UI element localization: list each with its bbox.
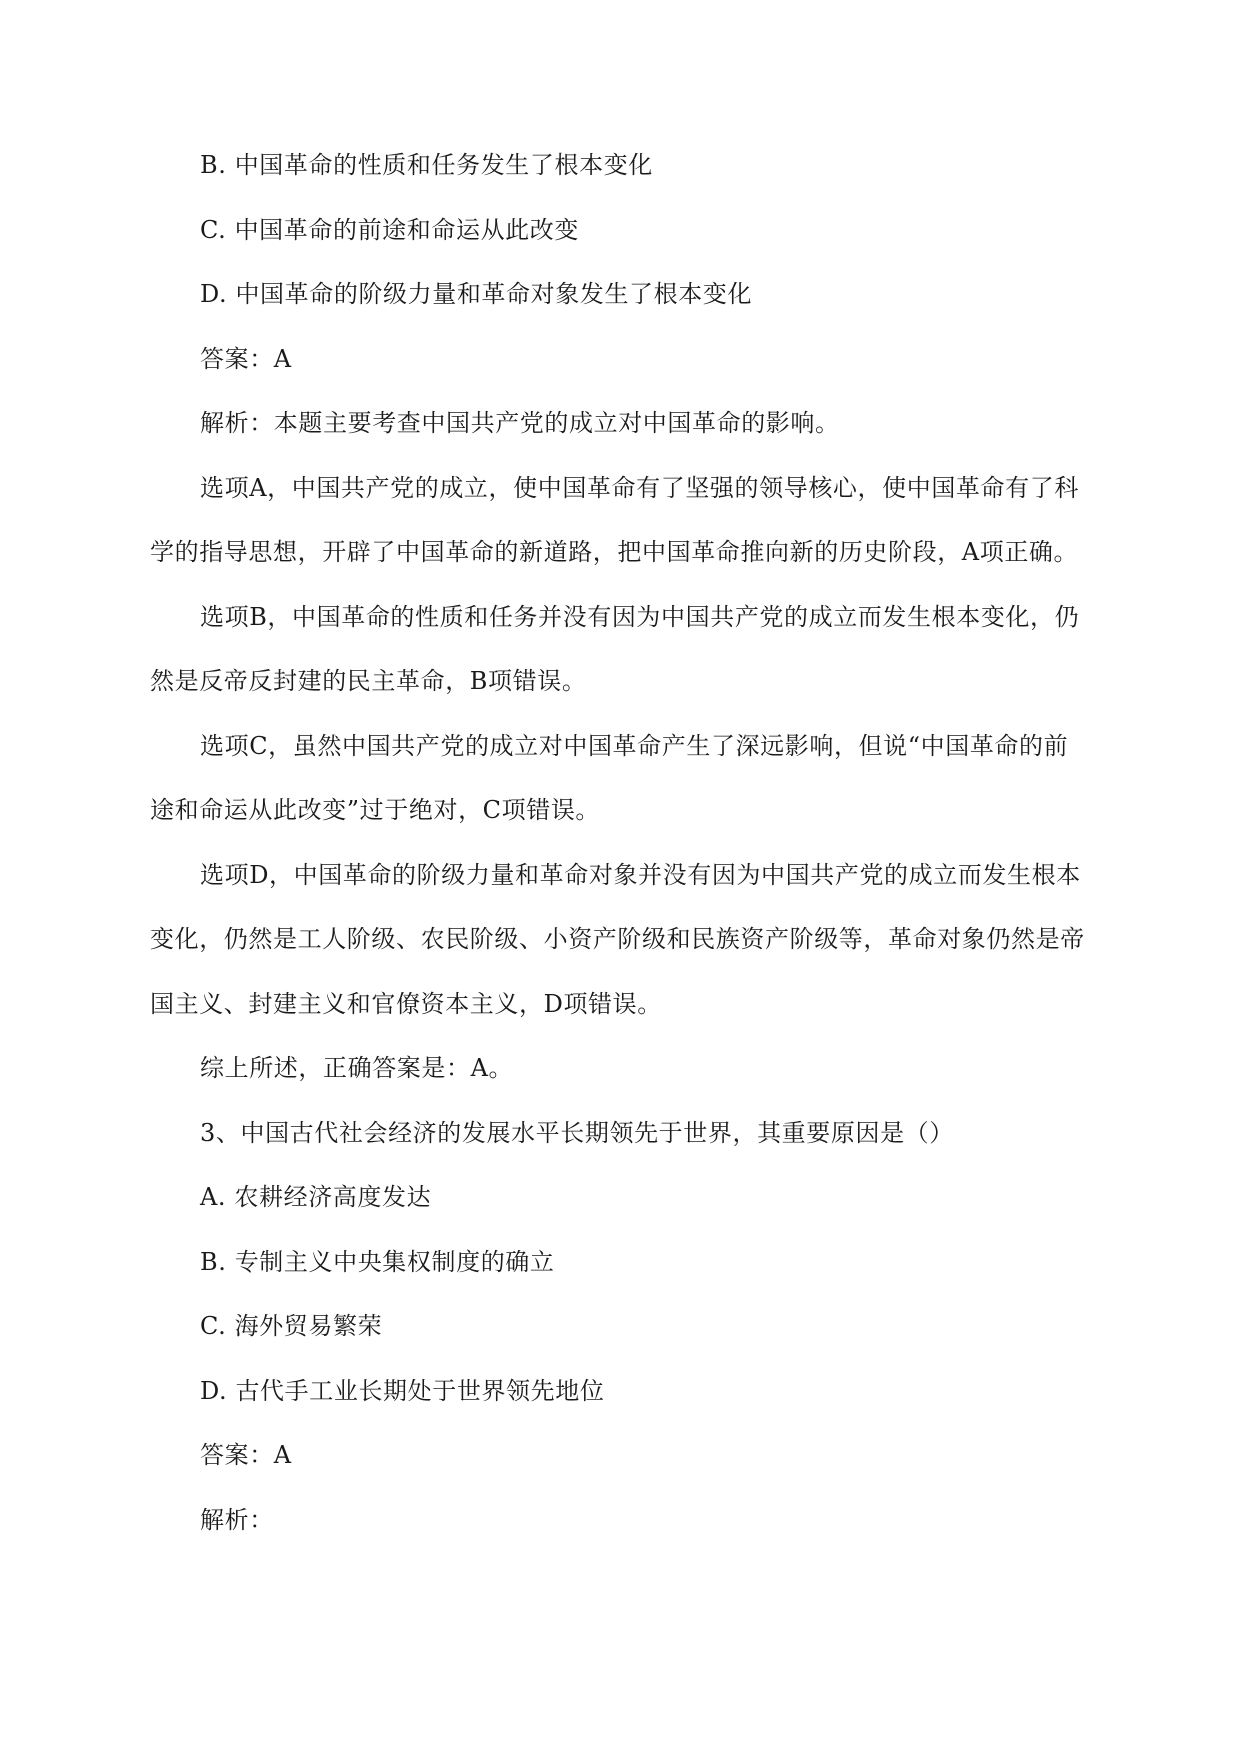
paragraph-option-d-line-1: 选项D，中国革命的阶级力量和革命对象并没有因为中国共产党的成立而发生根本 xyxy=(200,861,1081,889)
analysis-line: 解析：本题主要考查中国共产党的成立对中国革命的影响。 xyxy=(200,409,840,437)
paragraph-option-b-line-2: 然是反帝反封建的民主革命，B项错误。 xyxy=(150,667,587,695)
paragraph-option-d-line-2: 变化，仍然是工人阶级、农民阶级、小资产阶级和民族资产阶级等，革命对象仍然是帝 xyxy=(150,925,1085,953)
paragraph-option-a-line-2: 学的指导思想，开辟了中国革命的新道路，把中国革命推向新的历史阶段，A项正确。 xyxy=(150,538,1079,566)
answer-line: 答案：A xyxy=(200,345,292,373)
paragraph-option-b-line-1: 选项B，中国革命的性质和任务并没有因为中国共产党的成立而发生根本变化，仍 xyxy=(200,603,1080,631)
q3-option-c-line: C. 海外贸易繁荣 xyxy=(200,1312,383,1340)
q3-answer-line: 答案：A xyxy=(200,1441,292,1469)
paragraph-option-c-line-2: 途和命运从此改变”过于绝对，C项错误。 xyxy=(150,796,601,824)
paragraph-option-c-line-1: 选项C，虽然中国共产党的成立对中国革命产生了深远影响，但说“中国革命的前 xyxy=(200,732,1069,760)
q3-option-b-line: B. 专制主义中央集权制度的确立 xyxy=(200,1248,555,1276)
option-d-line: D. 中国革命的阶级力量和革命对象发生了根本变化 xyxy=(200,280,753,308)
q3-analysis-line: 解析： xyxy=(200,1506,274,1534)
option-b-line: B. 中国革命的性质和任务发生了根本变化 xyxy=(200,151,653,179)
paragraph-option-a-line-1: 选项A，中国共产党的成立，使中国革命有了坚强的领导核心，使中国革命有了科 xyxy=(200,474,1079,502)
summary-line: 综上所述，正确答案是：A。 xyxy=(200,1054,514,1082)
question-3-line: 3、中国古代社会经济的发展水平长期领先于世界，其重要原因是（） xyxy=(200,1119,954,1147)
paragraph-option-d-line-3: 国主义、封建主义和官僚资本主义，D项错误。 xyxy=(150,990,662,1018)
q3-option-a-line: A. 农耕经济高度发达 xyxy=(200,1183,432,1211)
option-c-line: C. 中国革命的前途和命运从此改变 xyxy=(200,216,579,244)
q3-option-d-line: D. 古代手工业长期处于世界领先地位 xyxy=(200,1377,605,1405)
